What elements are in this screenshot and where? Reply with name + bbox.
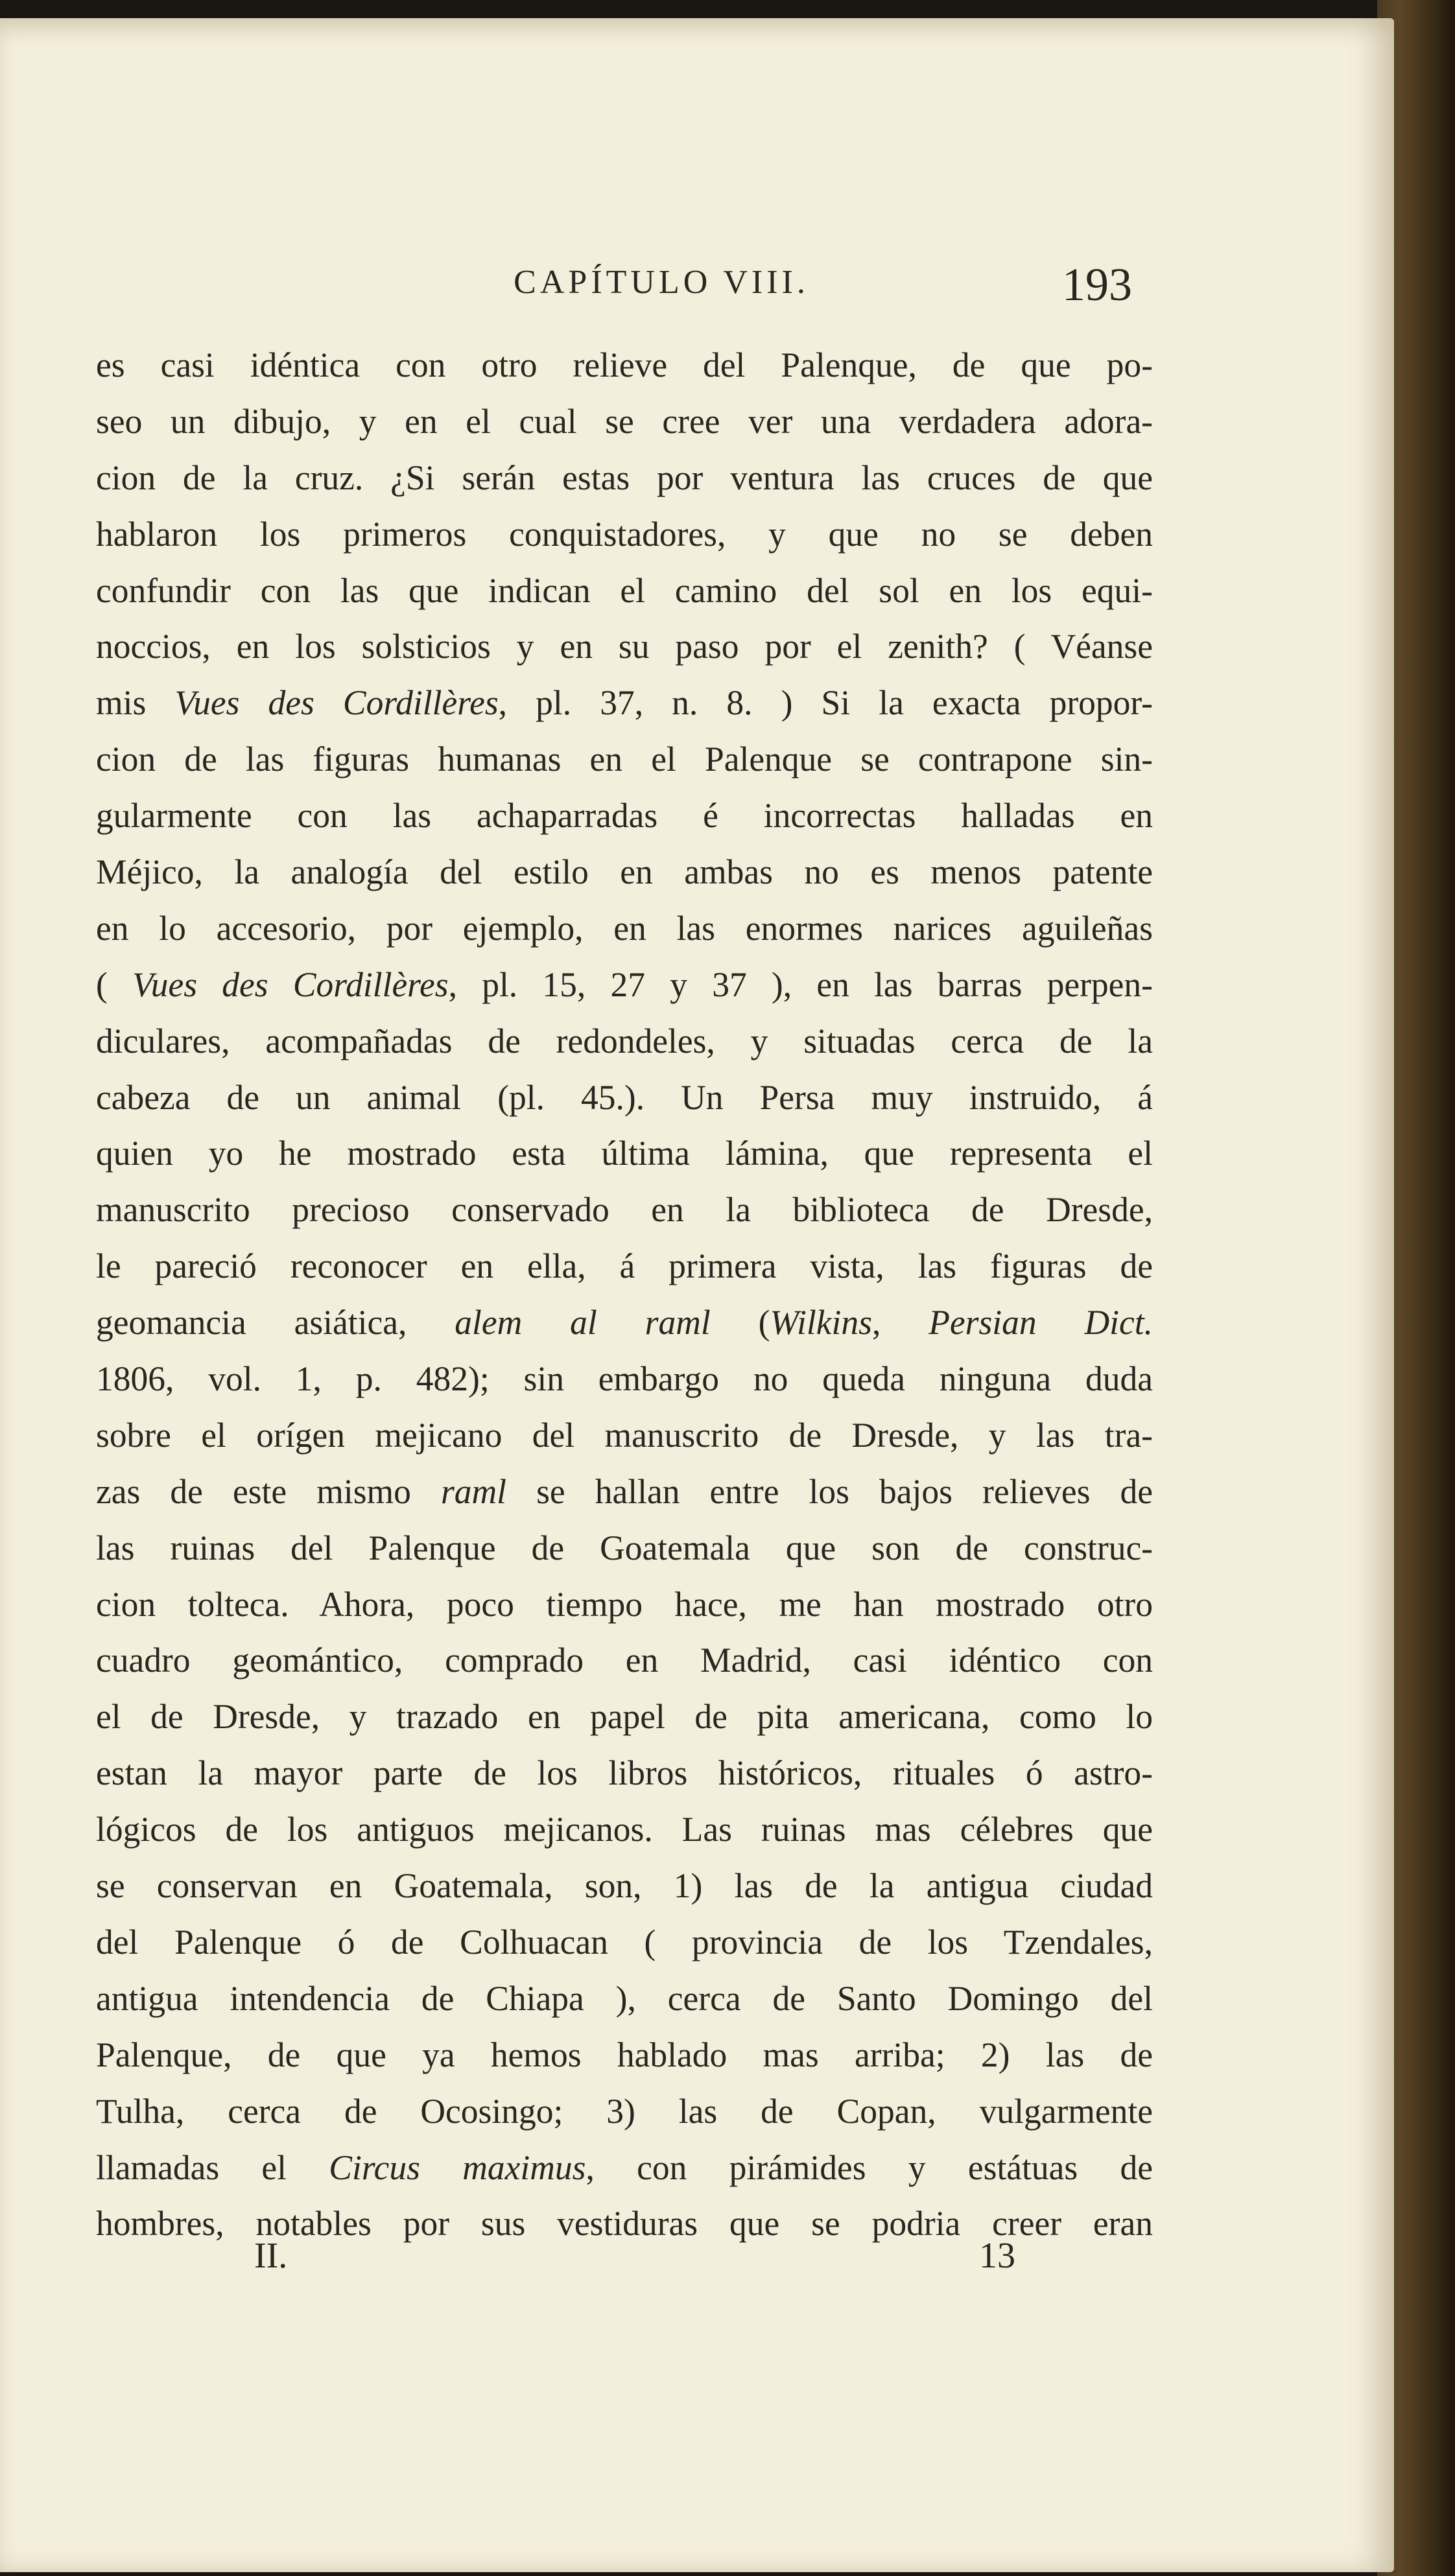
- text-line: del Palenque ó de Colhuacan ( provincia de los Tzendales,: [96, 1922, 1153, 1961]
- text-line: estan la mayor parte de los libros históricos, rituales ó astro-: [96, 1753, 1153, 1793]
- text-line: quien yo he mostrado esta última lámina, que representa el: [96, 1134, 1153, 1173]
- text-line: hombres, notables por sus vestiduras que se podria creer eran: [96, 2204, 1153, 2243]
- gathering-number: 13: [979, 2236, 1015, 2276]
- text-line: lógicos de los antiguos mejicanos. Las ruinas mas célebres que: [96, 1810, 1153, 1849]
- text-line: cabeza de un animal (pl. 45.). Un Persa muy instruido, á: [96, 1077, 1153, 1117]
- signature-mark: II.: [254, 2236, 288, 2276]
- body-text: [96, 337, 1153, 2252]
- text-line: ( Vues des Cordillères, pl. 15, 27 y 37 ), en las barras perpen-: [96, 965, 1153, 1004]
- running-head: CAPÍTULO VIII.: [514, 264, 809, 301]
- text-line: cuadro geomántico, comprado en Madrid, casi idéntico con: [96, 1641, 1153, 1680]
- text-line: en lo accesorio, por ejemplo, en las enormes narices aguileñas: [96, 908, 1153, 948]
- text-line: manuscrito precioso conservado en la biblioteca de Dresde,: [96, 1190, 1153, 1230]
- text-line: seo un dibujo, y en el cual se cree ver una verdadera adora-: [96, 401, 1153, 441]
- page-number: 193: [1062, 259, 1132, 310]
- text-line: llamadas el Circus maximus, con pirámides y estátuas de: [96, 2148, 1153, 2187]
- book-page: [0, 18, 1394, 2572]
- text-line: 1806, vol. 1, p. 482); sin embargo no queda ninguna duda: [96, 1359, 1153, 1399]
- text-line: es casi idéntica con otro relieve del Palenque, de que po-: [96, 345, 1153, 384]
- text-line: confundir con las que indican el camino del sol en los equi-: [96, 570, 1153, 610]
- text-line: cion tolteca. Ahora, poco tiempo hace, me han mostrado otro: [96, 1584, 1153, 1624]
- text-line: geomancia asiática, alem al raml (Wilkins, Persian Dict.: [96, 1303, 1153, 1342]
- text-line: gularmente con las achaparradas é incorrectas halladas en: [96, 796, 1153, 836]
- text-line: zas de este mismo raml se hallan entre los bajos relieves de: [96, 1471, 1153, 1511]
- text-line: hablaron los primeros conquistadores, y que no se deben: [96, 514, 1153, 554]
- page-footer: [0, 2235, 1394, 2287]
- text-line: mis Vues des Cordillères, pl. 37, n. 8. ) Si la exacta propor-: [96, 683, 1153, 723]
- text-line: Palenque, de que ya hemos hablado mas arriba; 2) las de: [96, 2035, 1153, 2074]
- text-line: noccios, en los solsticios y en su paso por el zenith? ( Véanse: [96, 627, 1153, 666]
- text-line: Méjico, la analogía del estilo en ambas no es menos patente: [96, 852, 1153, 892]
- text-line: se conservan en Goatemala, son, 1) las de la antigua ciudad: [96, 1866, 1153, 1906]
- text-line: cion de las figuras humanas en el Palenque se contrapone sin-: [96, 740, 1153, 779]
- text-line: sobre el orígen mejicano del manuscrito de Dresde, y las tra-: [96, 1415, 1153, 1455]
- text-line: cion de la cruz. ¿Si serán estas por ventura las cruces de que: [96, 458, 1153, 497]
- text-line: las ruinas del Palenque de Goatemala que son de construc-: [96, 1528, 1153, 1567]
- text-line: antigua intendencia de Chiapa ), cerca de Santo Domingo del: [96, 1978, 1153, 2018]
- text-line: el de Dresde, y trazado en papel de pita americana, como lo: [96, 1697, 1153, 1737]
- text-line: le pareció reconocer en ella, á primera vista, las figuras de: [96, 1247, 1153, 1286]
- text-line: Tulha, cerca de Ocosingo; 3) las de Copan, vulgarmente: [96, 2091, 1153, 2131]
- text-line: diculares, acompañadas de redondeles, y situadas cerca de la: [96, 1021, 1153, 1060]
